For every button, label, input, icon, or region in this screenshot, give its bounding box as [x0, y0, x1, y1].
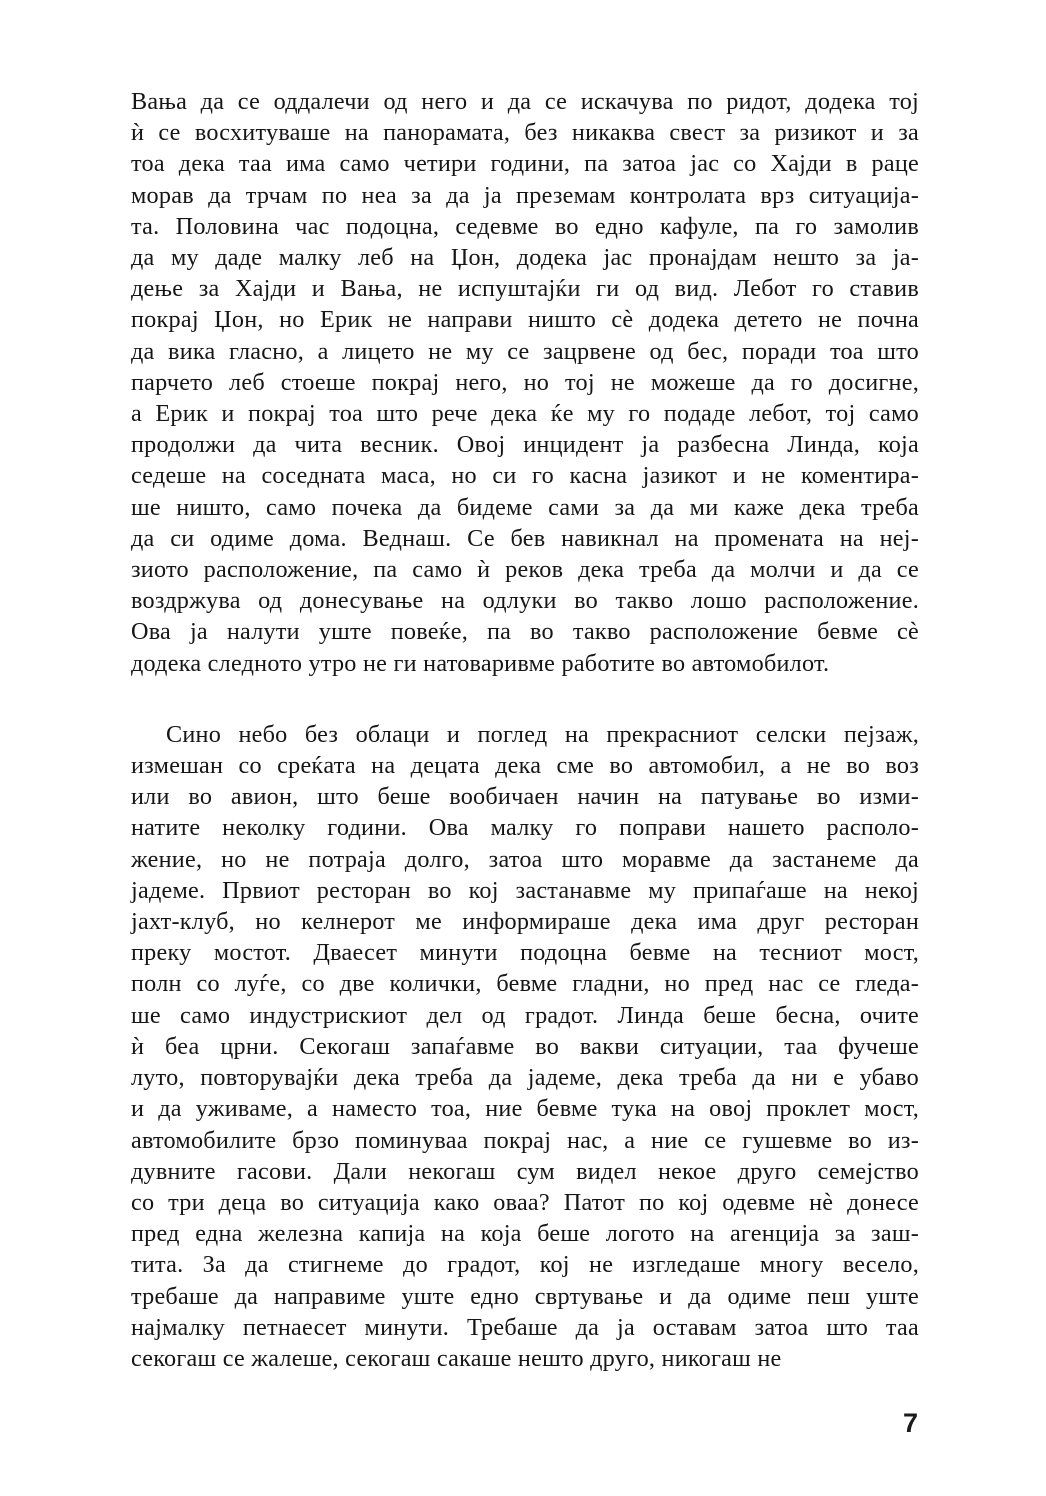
- text-line: со три деца во ситуација како оваа? Патот по кој одевме нѐ донесе: [131, 1188, 919, 1216]
- text-line: тита. За да стигнеме до градот, кој не изгледаше многу весело,: [131, 1251, 919, 1279]
- text-line: јахт-клуб, но келнерот ме информираше дека има друг ресторан: [131, 908, 919, 936]
- text-line: жение, но не потраја долго, затоа што моравме да застанеме да: [131, 845, 919, 873]
- text-line: јадеме. Првиот ресторан во кој застанавме му припаѓаше на некој: [131, 876, 919, 904]
- text-line: да вика гласно, а лицето не му се зацрвене од бес, поради тоа што: [131, 337, 919, 365]
- text-line: дувните гасови. Дали некогаш сум видел некое друго семејство: [131, 1157, 919, 1185]
- paragraph-spacer: [131, 679, 919, 719]
- text-line: продолжи да чита весник. Овој инцидент ја разбесна Линда, која: [131, 431, 919, 459]
- text-line: покрај Џон, но Ерик не направи ништо сѐ додека детето не почна: [131, 306, 919, 334]
- text-line: автомобилите брзо поминуваа покрај нас, а ние се гушевме во из-: [131, 1126, 919, 1154]
- paragraph-1: [131, 86, 919, 679]
- text-line: полн со луѓе, со две колички, бевме гладни, но пред нас се гледа-: [131, 970, 919, 998]
- text-line: најмалку петнаесет минути. Требаше да ја оставам затоа што таа: [131, 1313, 919, 1341]
- text-line: додека следното утро не ги натоваривме работите во автомобилот.: [131, 649, 830, 677]
- text-line: и да уживаме, а наместо тоа, ние бевме тука на овој проклет мост,: [131, 1095, 919, 1123]
- text-line: Вања да се оддалечи од него и да се искачува по ридот, додека тој: [131, 88, 919, 115]
- text-line: а Ерик и покрај тоа што рече дека ќе му го подаде лебот, тој само: [131, 400, 919, 428]
- text-line: ше само индустрискиот дел од градот. Линда беше бесна, очите: [131, 1001, 919, 1029]
- text-line: луто, повторувајќи дека треба да јадеме, дека треба да ни е убаво: [131, 1064, 919, 1092]
- text-line: или во авион, што беше вообичаен начин на патување во изми-: [131, 783, 919, 811]
- text-line: да си одиме дома. Веднаш. Се бев навикнал на промената на нej-: [131, 524, 919, 552]
- text-line: ѝ се восхитуваше на панорамата, без никаква свест за ризикот и за: [131, 119, 919, 147]
- text-line: тоа дека таа има само четири години, па затоа јас со Хајди в раце: [131, 150, 919, 178]
- text-line: парчето леб стоеше покрај него, но тој не можеше да го досигне,: [131, 368, 919, 396]
- text-line: Ова ја налути уште повеќе, па во такво расположение бевме сѐ: [131, 618, 919, 646]
- text-line: да му даде малку леб на Џон, додека јас пронајдам нешто за ја-: [131, 244, 919, 272]
- text-line: секогаш се жалеше, секогаш сакаше нешто друго, никогаш не: [131, 1344, 782, 1372]
- text-line: воздржува од донесување на одлуки во такво лошо расположение.: [131, 587, 919, 615]
- text-line: преку мостот. Дваесет минути подоцна бевме на тесниот мост,: [131, 939, 919, 967]
- text-line: пред една железна капија на која беше логото на агенција за заш-: [131, 1220, 919, 1248]
- text-line: ѝ беа црни. Секогаш запаѓавме во вакви ситуации, таа фучеше: [131, 1032, 919, 1060]
- text-line: зиото расположение, па само ѝ реков дека треба да молчи и да се: [131, 556, 919, 584]
- paragraph-2: [131, 719, 919, 1374]
- text-line: та. Половина час подоцна, седевме во едно кафуле, па го замолив: [131, 212, 919, 240]
- text-line: натите неколку години. Ова малку го поправи нашето располо-: [131, 814, 919, 842]
- text-line: морав да трчам по неа за да ја преземам контролата врз ситуација-: [131, 181, 919, 209]
- text-line: ше ништо, само почека да бидеме сами за да ми каже дека треба: [131, 493, 919, 521]
- text-line: дење за Хајди и Вања, не испуштајќи ги од вид. Лебот го ставив: [131, 275, 919, 303]
- text-line: седеше на соседната маса, но си го касна јазикот и не коментира-: [131, 462, 919, 490]
- text-line: требаше да направиме уште едно свртување и да одиме пеш уште: [131, 1282, 919, 1310]
- text-line: измешан со среќата на децата дека сме во автомобил, а не во воз: [131, 752, 919, 780]
- page-number: 7: [902, 1408, 918, 1438]
- page-text-block: [131, 86, 919, 1374]
- text-line: Сино небо без облаци и поглед на прекрасниот селски пејзаж,: [166, 720, 919, 748]
